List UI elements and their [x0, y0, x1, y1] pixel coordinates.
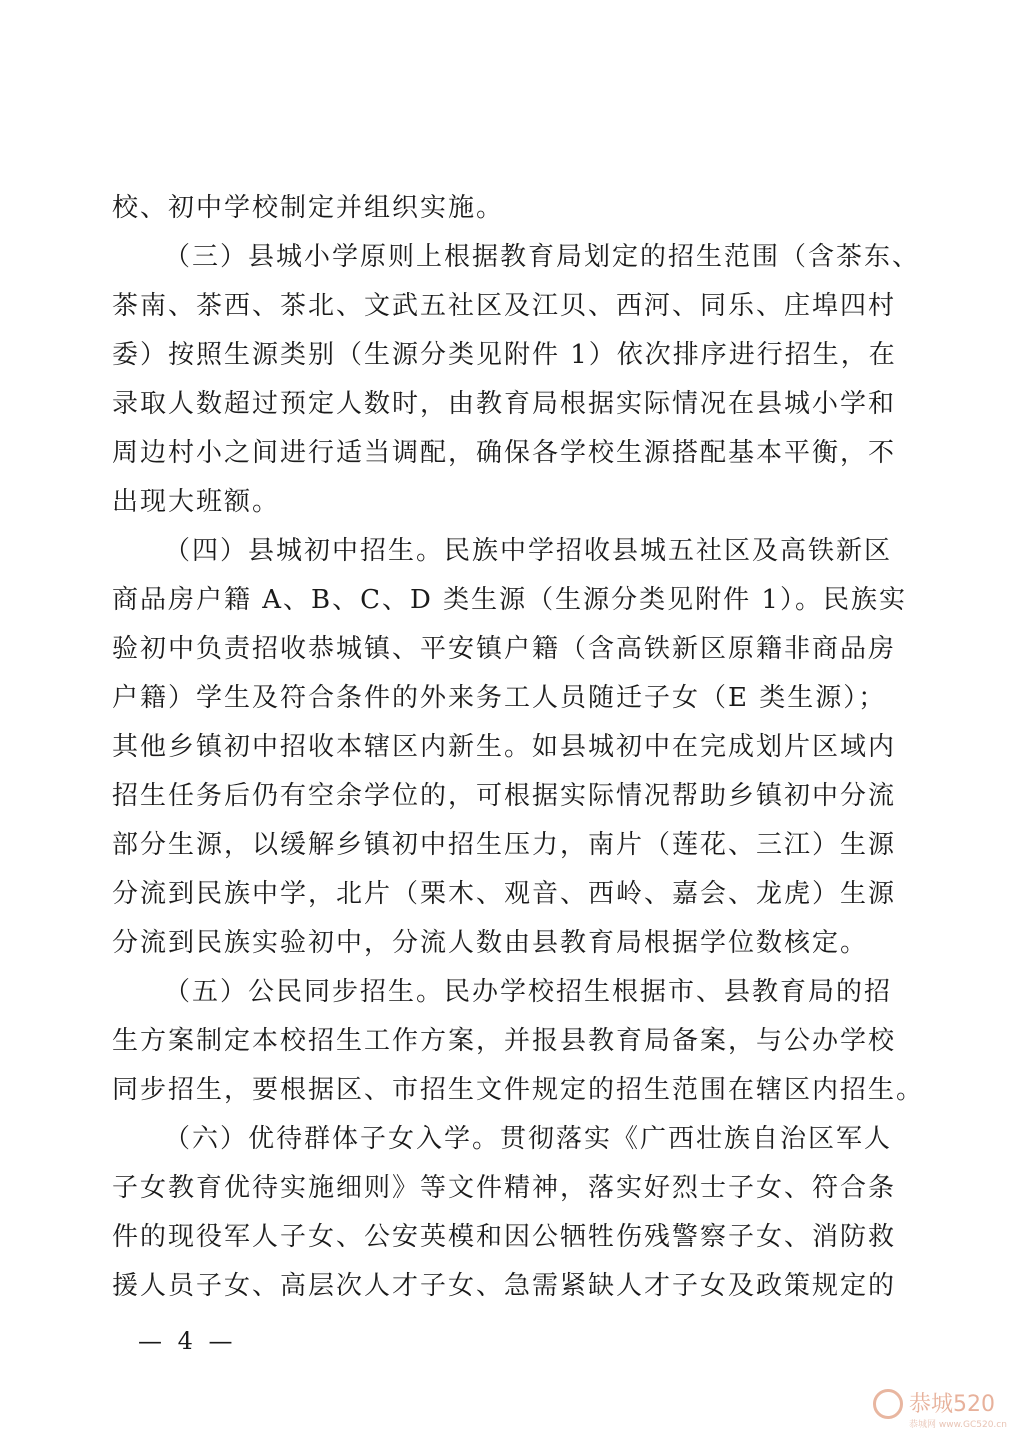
text-line: 出现大班额。: [112, 487, 281, 517]
watermark-text: 恭城520: [909, 1392, 995, 1417]
text-line: 子女教育优待实施细则》等文件精神，落实好烈士子女、符合条: [112, 1173, 897, 1203]
text-line: 件的现役军人子女、公安英模和因公牺牲伤残警察子女、消防救: [112, 1222, 897, 1252]
text-line: 部分生源，以缓解乡镇初中招生压力，南片（莲花、三江）生源: [112, 830, 897, 860]
site-watermark: [871, 1385, 1011, 1435]
text-line: （四）县城初中招生。民族中学招收县城五社区及高铁新区: [164, 536, 893, 566]
text-line: （五）公民同步招生。民办学校招生根据市、县教育局的招: [164, 977, 893, 1007]
text-line: 茶南、茶西、茶北、文武五社区及江贝、西河、同乐、庄埠四村: [112, 291, 897, 321]
text-line: （三）县城小学原则上根据教育局划定的招生范围（含茶东、: [164, 242, 921, 272]
text-line: 周边村小之间进行适当调配，确保各学校生源搭配基本平衡，不: [112, 438, 897, 468]
text-line: 援人员子女、高层次人才子女、急需紧缺人才子女及政策规定的: [112, 1271, 897, 1301]
text-line: （六）优待群体子女入学。贯彻落实《广西壮族自治区军人: [164, 1124, 893, 1154]
text-line: 同步招生，要根据区、市招生文件规定的招生范围在辖区内招生。: [112, 1075, 925, 1105]
text-line: 招生任务后仍有空余学位的，可根据实际情况帮助乡镇初中分流: [112, 781, 897, 811]
text-line: 生方案制定本校招生工作方案，并报县教育局备案，与公办学校: [112, 1026, 897, 1056]
text-line: 商品房户籍 A、B、C、D 类生源（生源分类见附件 1）。民族实: [112, 585, 907, 615]
watermark-logo-icon: [873, 1389, 903, 1419]
text-line: 其他乡镇初中招收本辖区内新生。如县城初中在完成划片区域内: [112, 732, 897, 762]
text-line: 录取人数超过预定人数时，由教育局根据实际情况在县城小学和: [112, 389, 897, 419]
watermark-subtext: 恭城网 www.GC520.cn: [909, 1420, 1007, 1430]
text-line: 校、初中学校制定并组织实施。: [112, 193, 505, 223]
text-line: 委）按照生源类别（生源分类见附件 1）依次排序进行招生，在: [112, 340, 897, 370]
text-line: 分流到民族实验初中，分流人数由县教育局根据学位数核定。: [112, 928, 869, 958]
text-line: 户籍）学生及符合条件的外来务工人员随迁子女（E 类生源）；: [112, 683, 887, 713]
text-line: 验初中负责招收恭城镇、平安镇户籍（含高铁新区原籍非商品房: [112, 634, 897, 664]
page-number: — 4 —: [138, 1327, 237, 1355]
text-line: 分流到民族中学，北片（栗木、观音、西岭、嘉会、龙虎）生源: [112, 879, 897, 909]
